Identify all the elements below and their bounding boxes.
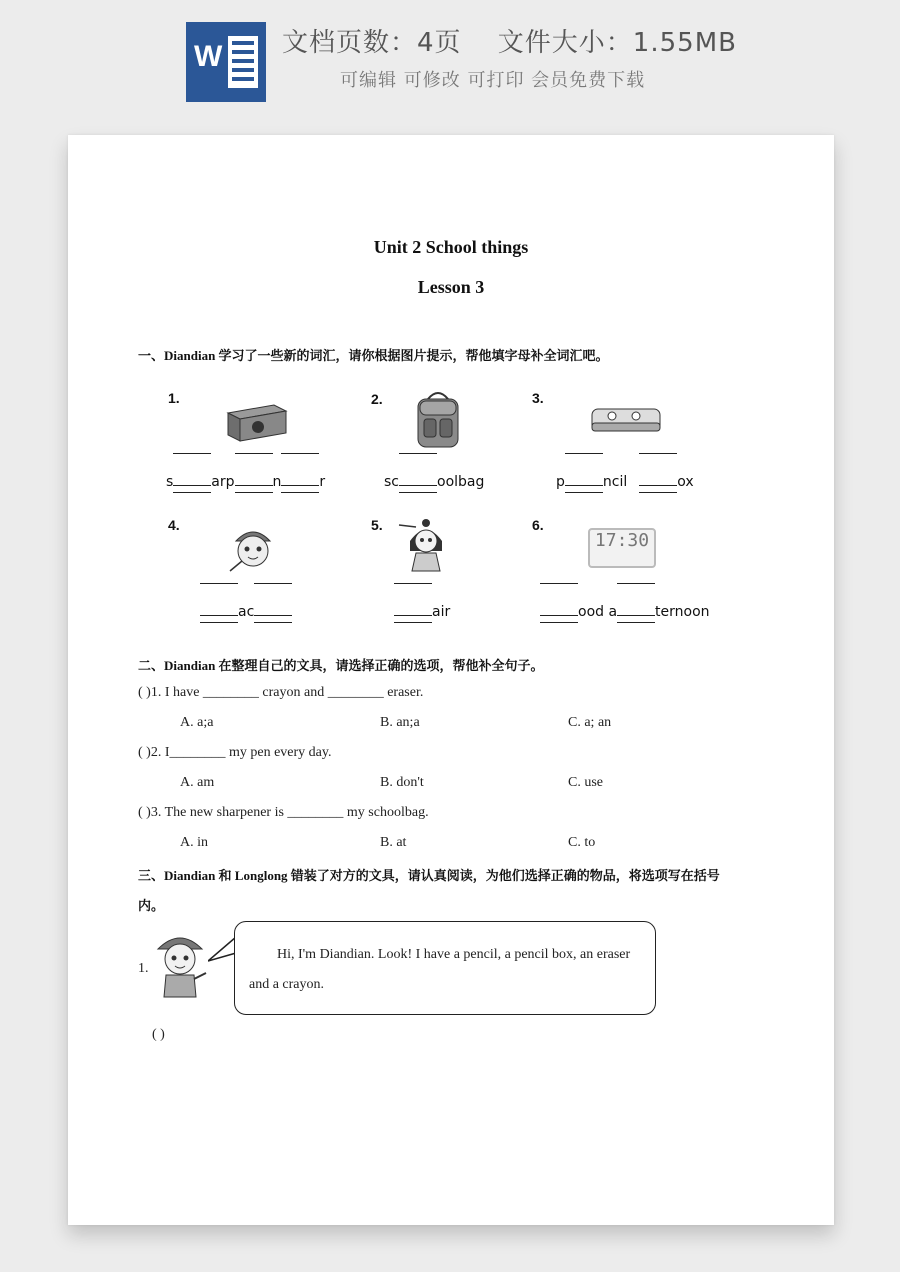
- letter-blank[interactable]: [281, 471, 319, 486]
- document-stats-title: 文档页数：4页 文件大小：1.55MB: [282, 28, 737, 58]
- diandian-character-image: [152, 927, 208, 1007]
- option-a[interactable]: A. in: [180, 835, 208, 850]
- word-fill-3: p ncil ox: [556, 471, 694, 490]
- word-fill-2: sc oolbag: [384, 471, 484, 490]
- document-page: [68, 135, 834, 1225]
- option-c[interactable]: C. to: [568, 835, 596, 850]
- option-a[interactable]: A. a;a: [180, 715, 214, 730]
- option-c[interactable]: C. a; an: [568, 715, 612, 730]
- option-b[interactable]: B. at: [380, 835, 407, 850]
- word-fill-6: ood a ternoon: [540, 601, 710, 620]
- lesson-title: Lesson 3: [417, 277, 485, 297]
- word-lines-icon: [228, 36, 258, 88]
- clock-image: 17:30: [588, 528, 656, 568]
- answer-parentheses[interactable]: ( ): [152, 1027, 165, 1042]
- document-features-subtitle: 可编辑 可修改 可打印 会员免费下载: [340, 70, 646, 91]
- option-b[interactable]: B. don't: [380, 775, 424, 790]
- option-a[interactable]: A. am: [180, 775, 215, 790]
- word-fill-1: s arp n r: [166, 471, 325, 490]
- section3-heading-line1: 三、Diandian 和 Longlong 错装了对方的文具，请认真阅读，为他们选择正确的物品，将选项写在括号: [138, 868, 720, 883]
- item-number: 4.: [168, 517, 180, 533]
- letter-blank[interactable]: [399, 471, 437, 486]
- item-number: 1.: [138, 961, 149, 976]
- letter-blank[interactable]: [235, 471, 273, 486]
- girl-hair-image: [398, 515, 454, 579]
- option-c[interactable]: C. use: [568, 775, 603, 790]
- pencil-box-image: [588, 401, 664, 435]
- speech-text: Hi, I'm Diandian. Look! I have a pencil, a pencil box, an eraser and a crayon.: [249, 947, 631, 992]
- document-info-banner: [0, 0, 900, 120]
- schoolbag-image: [412, 389, 464, 451]
- letter-blank[interactable]: [394, 601, 432, 616]
- boy-face-image: [228, 521, 278, 577]
- word-fill-5: air: [394, 601, 450, 620]
- item-number: 3.: [532, 390, 544, 406]
- speech-bubble: [234, 921, 656, 1015]
- sharpener-image: [224, 397, 288, 443]
- letter-blank[interactable]: [254, 601, 292, 616]
- letter-blank[interactable]: [200, 601, 238, 616]
- section3-heading-line2: 内。: [138, 898, 165, 913]
- section2-heading: 二、Diandian 在整理自己的文具，请选择正确的选项，帮他补全句子。: [138, 658, 544, 673]
- section1-heading: 一、Diandian 学习了一些新的词汇，请你根据图片提示，帮他填字母补全词汇吧。: [138, 348, 609, 363]
- letter-blank[interactable]: [173, 471, 211, 486]
- letter-blank[interactable]: [617, 601, 655, 616]
- word-fill-4: ac: [200, 601, 292, 620]
- unit-title: Unit 2 School things: [373, 237, 529, 257]
- question-stem: ( )3. The new sharpener is ________ my schoolbag.: [138, 805, 429, 820]
- item-number: 6.: [532, 517, 544, 533]
- letter-blank[interactable]: [565, 471, 603, 486]
- item-number: 1.: [168, 390, 180, 406]
- item-number: 2.: [371, 391, 383, 407]
- question-stem: ( )1. I have ________ crayon and ________ eraser.: [138, 685, 424, 700]
- question-stem: ( )2. I________ my pen every day.: [138, 745, 332, 760]
- word-document-icon: [186, 22, 266, 102]
- option-b[interactable]: B. an;a: [380, 715, 420, 730]
- word-letter: W: [194, 40, 223, 73]
- item-number: 5.: [371, 517, 383, 533]
- letter-blank[interactable]: [639, 471, 677, 486]
- letter-blank[interactable]: [540, 601, 578, 616]
